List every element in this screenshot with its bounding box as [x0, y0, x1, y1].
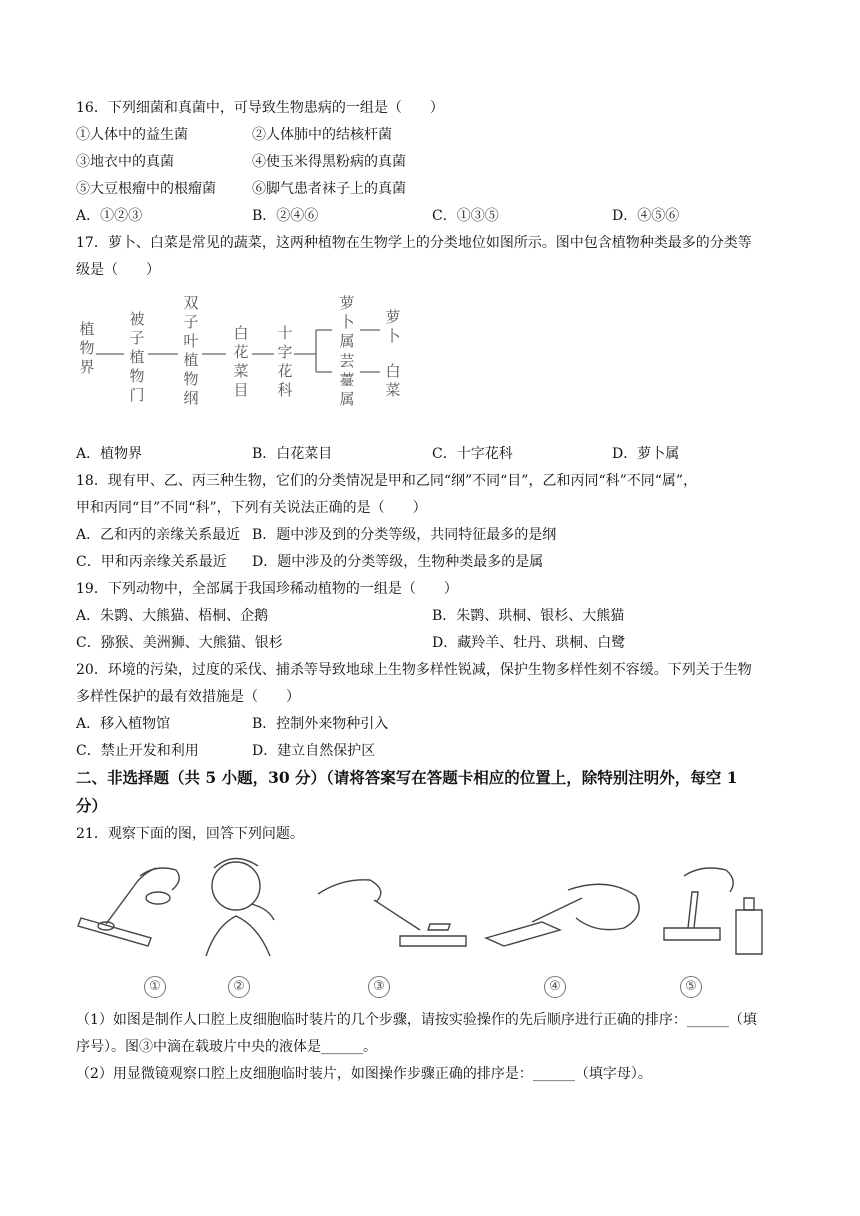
q20-option-c: C．禁止开发和利用 — [76, 743, 199, 759]
q20-option-a: A．移入植物馆 — [76, 716, 171, 732]
q16-option-d: D．④⑤⑥ — [612, 208, 680, 224]
q18-stem-line1: 18．现有甲、乙、丙三种生物，它们的分类情况是甲和乙同“纲”不同“目”，乙和丙同“科”不同“属”， — [76, 473, 698, 489]
figure-label-5: ⑤ — [680, 976, 702, 998]
q16-item-2: ②人体肺中的结核杆菌 — [252, 127, 392, 143]
q17-option-a: A．植物界 — [76, 446, 143, 462]
q17-option-d: D．萝卜属 — [612, 446, 680, 462]
q21-part1-line1: （1）如图是制作人口腔上皮细胞临时装片的几个步骤，请按实验操作的先后顺序进行正确的排序：______（填 — [76, 1012, 757, 1028]
q18-option-a: A．乙和丙的亲缘关系最近 — [76, 527, 241, 543]
q16-stem: 16．下列细菌和真菌中，可导致生物患病的一组是（ ） — [76, 100, 444, 116]
q19-option-c: C．猕猴、美洲狮、大熊猫、银杉 — [76, 635, 283, 651]
q16-item-3: ③地衣中的真菌 — [76, 154, 174, 170]
diagram-species-cabbage: 白菜 — [385, 362, 401, 399]
figure-label-1: ① — [144, 976, 166, 998]
diagram-species-radish: 萝卜 — [385, 308, 401, 345]
q21-illustrations — [76, 846, 776, 976]
q18-option-c: C．甲和丙亲缘关系最近 — [76, 554, 227, 570]
figure-label-2: ② — [228, 976, 250, 998]
q16-option-c: C．①③⑤ — [432, 208, 499, 224]
q16-item-4: ④使玉米得黑粉病的真菌 — [252, 154, 406, 170]
diagram-phylum: 被子植物门 — [129, 310, 145, 404]
q21-stem: 21．观察下面的图，回答下列问题。 — [76, 826, 304, 842]
q16-item-6: ⑥脚气患者袜子上的真菌 — [252, 181, 406, 197]
figure-label-3: ③ — [368, 976, 390, 998]
diagram-genus-brassica: 芸薹属 — [339, 352, 355, 408]
q16-item-1: ①人体中的益生菌 — [76, 127, 188, 143]
section2-title-line2: 分） — [76, 796, 108, 815]
q19-option-b: B．朱鹮、珙桐、银杉、大熊猫 — [432, 608, 625, 624]
q16-option-a: A．①②③ — [76, 208, 143, 224]
q19-option-a: A．朱鹮、大熊猫、梧桐、企鹅 — [76, 608, 269, 624]
q17-stem-line2: 级是（ ） — [76, 262, 160, 278]
q18-option-b: B．题中涉及到的分类等级，共同特征最多的是纲 — [252, 527, 557, 543]
diagram-order: 白花菜目 — [233, 324, 249, 399]
diagram-family: 十字花科 — [277, 324, 293, 399]
diagram-genus-raphanus: 萝卜属 — [339, 294, 355, 350]
q21-part2: （2）用显微镜观察口腔上皮细胞临时装片，如图操作步骤正确的排序是：______（填字母）。 — [76, 1066, 652, 1082]
q20-option-d: D．建立自然保护区 — [252, 743, 376, 759]
diagram-kingdom: 植物界 — [79, 320, 95, 376]
q18-option-d: D．题中涉及的分类等级，生物种类最多的是属 — [252, 554, 544, 570]
q16-item-5: ⑤大豆根瘤中的根瘤菌 — [76, 181, 216, 197]
q21-figure — [76, 846, 776, 998]
q21-part1-line2: 序号）。图③中滴在载玻片中央的液体是______。 — [76, 1039, 377, 1055]
q20-stem-line1: 20．环境的污染，过度的采伐、捕杀等导致地球上生物多样性锐减，保护生物多样性刻不容缓。下列关于生物 — [76, 662, 752, 678]
q17-option-b: B．白花菜目 — [252, 446, 333, 462]
q20-option-b: B．控制外来物种引入 — [252, 716, 389, 732]
classification-diagram — [74, 292, 414, 432]
q19-stem: 19．下列动物中，全部属于我国珍稀动植物的一组是（ ） — [76, 581, 458, 597]
diagram-class: 双子叶植物纲 — [183, 294, 199, 407]
q16-option-b: B．②④⑥ — [252, 208, 319, 224]
q17-stem-line1: 17．萝卜、白菜是常见的蔬菜，这两种植物在生物学上的分类地位如图所示。图中包含植物种类最多的分类等 — [76, 235, 752, 251]
q19-option-d: D．藏羚羊、牡丹、珙桐、白鹭 — [432, 635, 626, 651]
q20-stem-line2: 多样性保护的最有效措施是（ ） — [76, 689, 300, 705]
q18-stem-line2: 甲和丙同“目”不同“科”，下列有关说法正确的是（ ） — [76, 500, 427, 516]
figure-label-4: ④ — [544, 976, 566, 998]
section2-title-line1: 二、非选择题（共 5 小题，30 分）（请将答案写在答题卡相应的位置上，除特别注明外，每空 1 — [76, 768, 738, 787]
q17-option-c: C．十字花科 — [432, 446, 513, 462]
